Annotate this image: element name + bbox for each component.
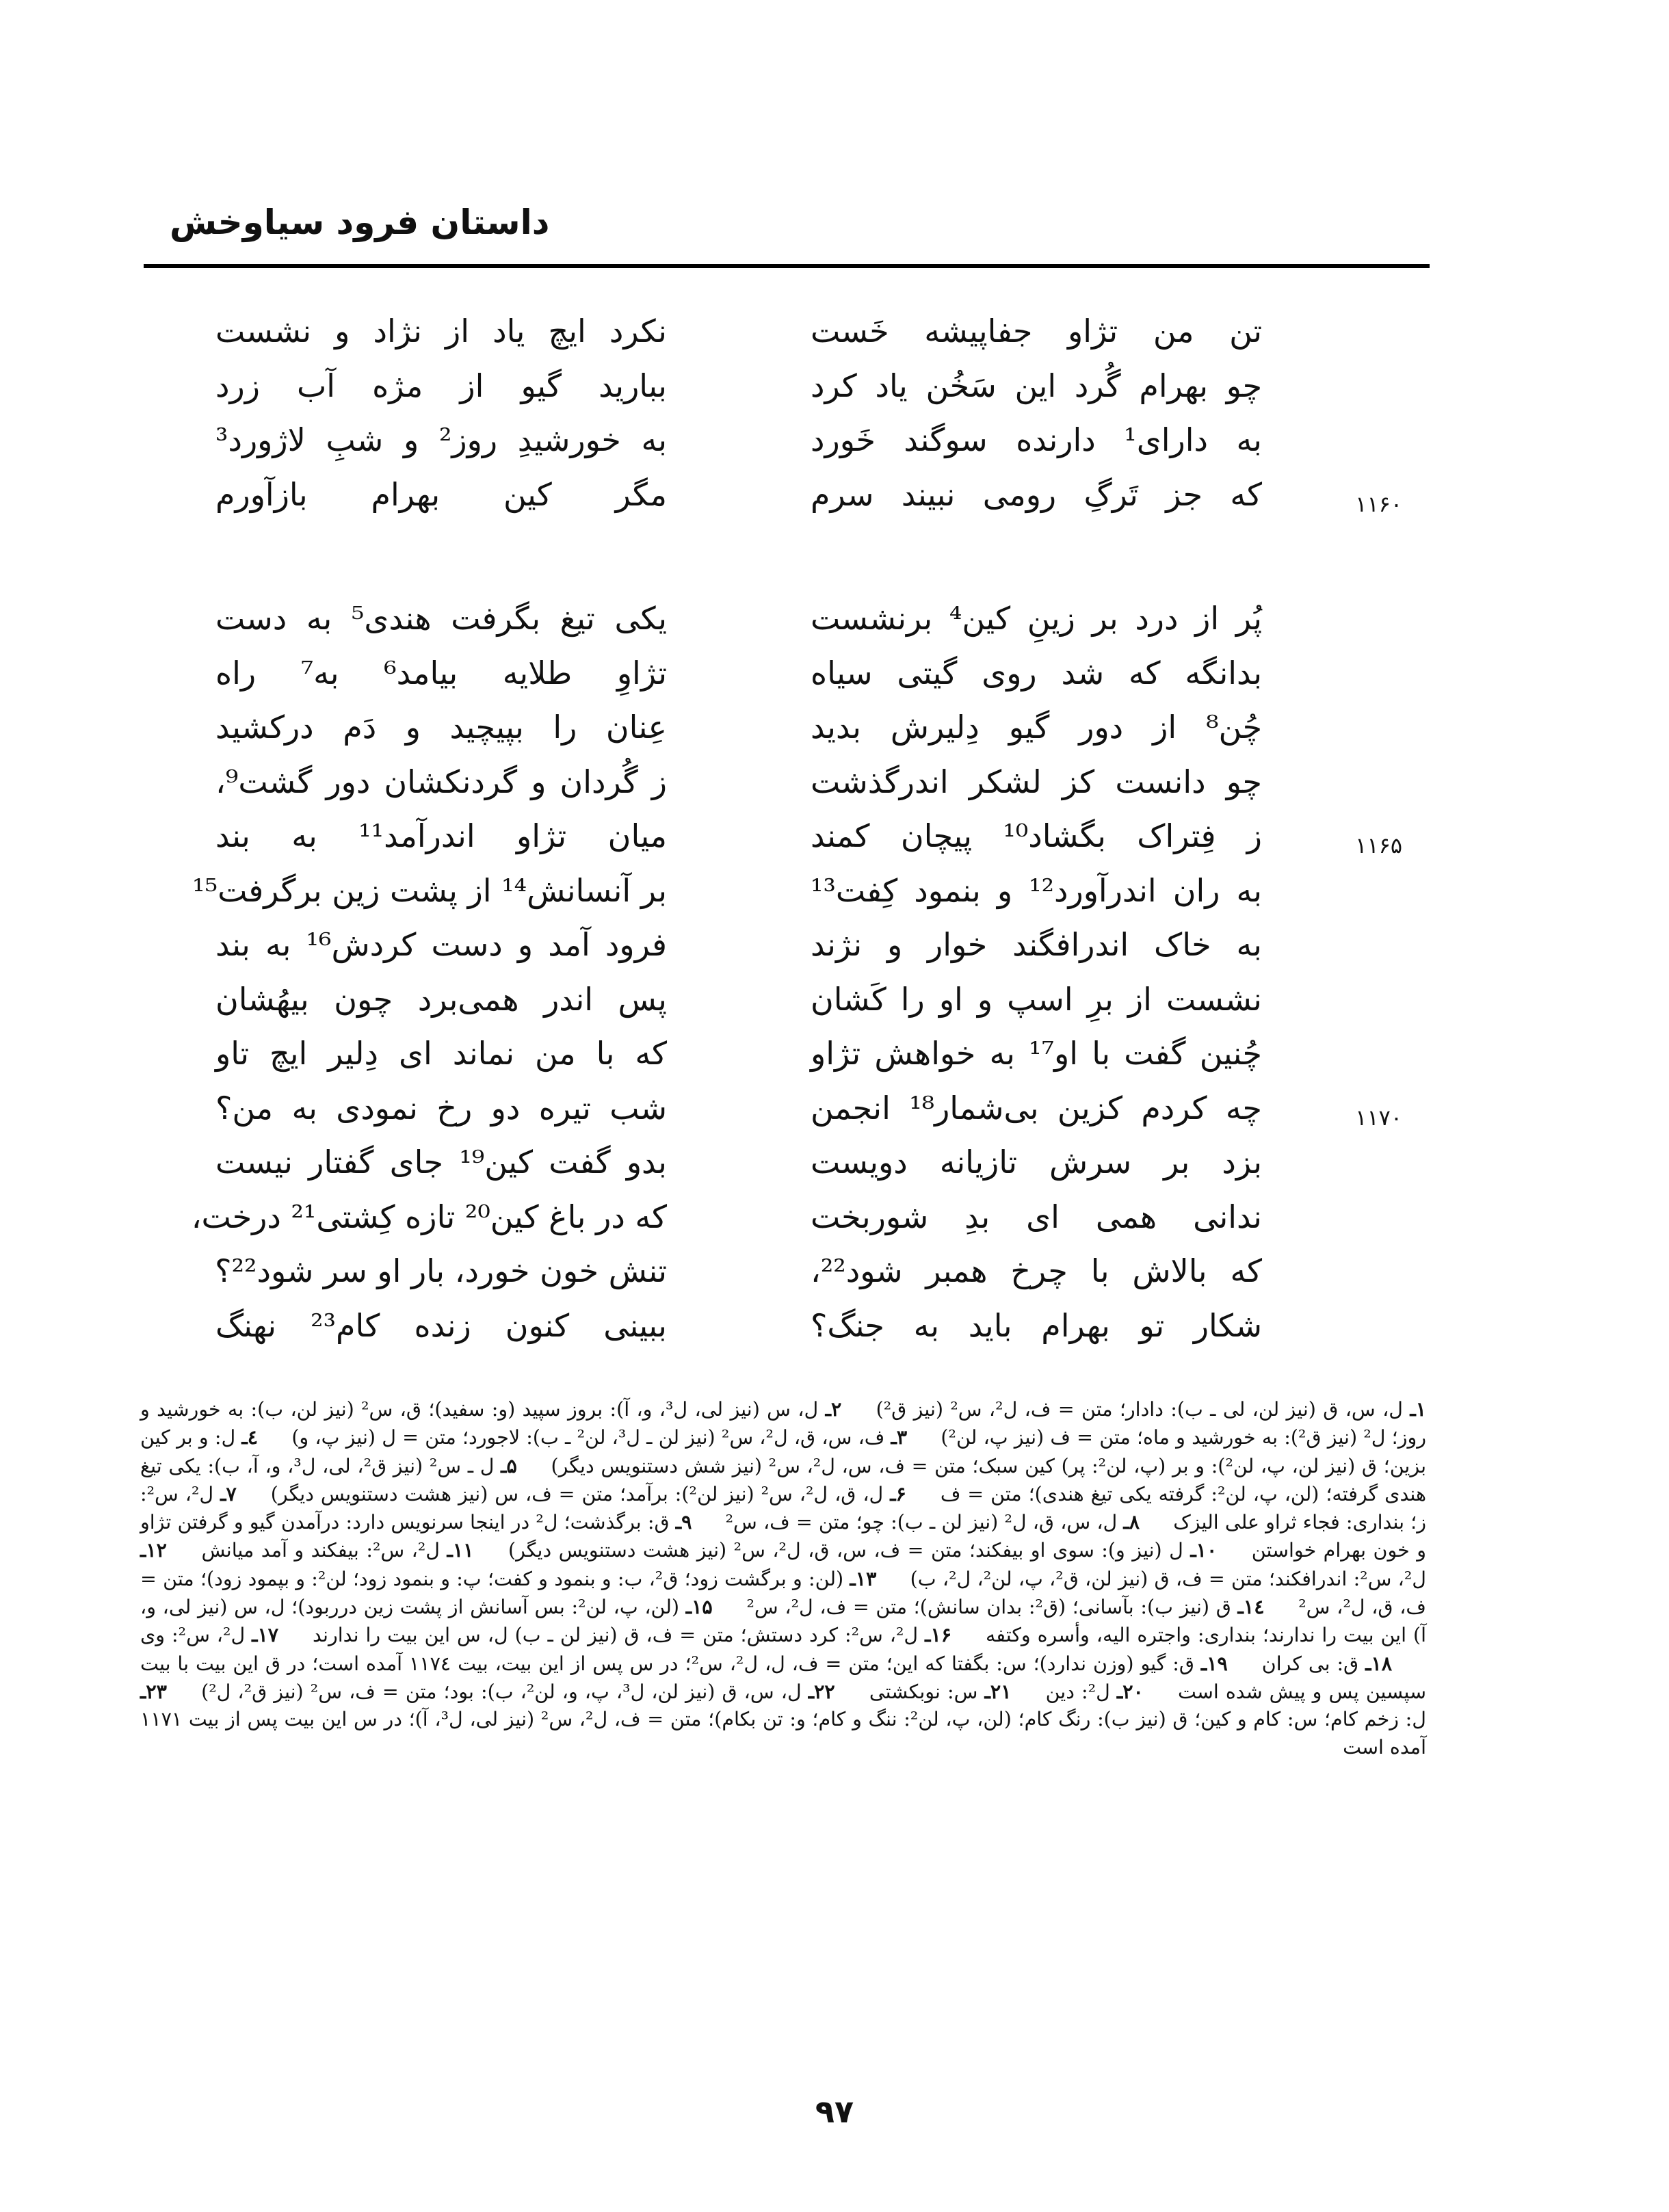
hemistich-second: بدو گفت کین¹⁹ جای گفتار نیست — [215, 1144, 667, 1181]
footnote-23: ۲۳ـ ل: زخم کام؛ س: کام و کین؛ ق (نیز ب): رنگ کام؛ (لن، پ، لن²: ننگ و کام؛ و: تن بکام)؛ متن = ف، ل²، س² (نیز لی، ل³، آ)؛ در س این بیت پس از بیت ۱۱۷۱ آمده است — [140, 1679, 1426, 1759]
footnote-5: ۵ـ ل ـ س² (نیز ق²، لی، ل³، و، آ، ب): یکی تیغ هندی گرفته؛ (لن، پ، لن²: گرفته یکی تیغ هندی)؛ متن = ف — [140, 1453, 1427, 1505]
verse — [205, 755, 1354, 810]
verse — [192, 864, 1354, 919]
verse — [205, 646, 1354, 701]
stanza-2 — [191, 592, 1402, 1353]
footnote-4: ٤ـ ل: و بر کین بزین؛ ق (نیز لن، پ، لن²): و بر (پ، لن²: پر) کین سبک؛ متن = ف، س، ل²، س² (نیز شش دستنویس دیگر) — [140, 1425, 1426, 1477]
verse — [205, 1299, 1354, 1354]
footnote-17: ۱۷ـ ل²، س²: وی — [140, 1623, 279, 1647]
hemistich-first: تن من تژاو جفاپیشه خَست — [811, 313, 1262, 350]
footnotes — [140, 1395, 1426, 1761]
hemistich-second: شب تیره دو رخ نمودی به من؟ — [215, 1089, 667, 1127]
hemistich-first: به خاک اندرافگند خوار و نژند — [811, 926, 1262, 963]
verse — [205, 1081, 1402, 1136]
verse — [205, 359, 1354, 414]
hemistich-first: چُنین گفت با او¹⁷ به خواهش تژاو — [811, 1035, 1262, 1072]
footnote-12: ۱۲ـ ل²، س²: اندرافکند؛ متن = ف، ق (نیز لن، ق²، پ، لن²، ل²، ب) — [140, 1538, 1427, 1590]
verse — [205, 700, 1354, 755]
verse — [205, 1244, 1354, 1299]
verse-number: ۱۱۶۵ — [1355, 832, 1402, 858]
verse — [205, 1027, 1354, 1081]
footnote-7: ۷ـ ل²، س²: ز؛ بنداری: فجاء ثراو علی الیزک — [140, 1482, 1426, 1534]
hemistich-first: به دارای¹ دارنده سوگند خَورد — [811, 421, 1262, 458]
hemistich-second: بر آنسانش¹⁴ از پشت زین برگرفت¹⁵ — [192, 871, 667, 909]
footnote-9: ۹ـ ق: برگذشت؛ ل² در اینجا سرنویس دارد: درآمدن گیو و گرفتن تژاو و خون بهرام خواستن — [140, 1510, 1427, 1562]
hemistich-second: یکی تیغ بگرفت هندی⁵ به دست — [215, 600, 667, 637]
stanza-1 — [205, 304, 1402, 522]
hemistich-first: چو دانست کز لشکر اندرگذشت — [811, 763, 1262, 800]
verse-number: ۱۱۶۰ — [1355, 490, 1402, 517]
hemistich-first: بدانگه که شد روی گیتی سیاه — [811, 654, 1262, 692]
hemistich-second: فرود آمد و دست کردش¹⁶ به بند — [215, 926, 667, 963]
hemistich-second: عِنان را بپیچید و دَم درکشید — [215, 709, 667, 746]
verse — [205, 1135, 1354, 1190]
verse — [205, 918, 1354, 973]
footnote-3: ۳ـ ف، س، ق، ل²، س² (نیز لن ـ ل³، لن² ـ ب): لاجورد؛ متن = ل (نیز پ، و) — [291, 1425, 908, 1449]
verse — [205, 973, 1354, 1027]
footnote-22: ۲۲ـ ل، س، ق (نیز لن، ل³، پ، و، لن²، ب): بود؛ متن = ف، س² (نیز ق²، ل²) — [201, 1679, 835, 1703]
hemistich-second: ز گُردان و گردنکشان دور گشت⁹، — [215, 763, 667, 800]
hemistich-second: ببینی کنون زنده کام²³ نهنگ — [215, 1306, 667, 1344]
verse-number: ۱۱۷۰ — [1355, 1104, 1402, 1131]
running-title: داستان فرود سیاوخش — [170, 202, 550, 242]
hemistich-first: شکار تو بهرام باید به جنگ؟ — [811, 1306, 1262, 1344]
verse — [191, 1190, 1354, 1245]
footnote-18: ۱۸ـ ق: بی کران — [1261, 1651, 1393, 1675]
footnote-8: ۸ـ ل، س، ق، ل² (نیز لن ـ ب): چو؛ متن = ف، س² — [725, 1510, 1140, 1534]
hemistich-first: که بالاش با چرخ همبر شود²²، — [811, 1252, 1262, 1289]
footnote-14: ۱٤ـ ق (نیز ب): بآسانی؛ (ق²: بدان سانش)؛ متن = ف، ل²، س² — [746, 1595, 1265, 1619]
footnote-15: ۱۵ـ (لن، پ، لن²: بس آسانش از پشت زین درربود)؛ ل، س (نیز لی، و، آ) این بیت را ندارند؛ بنداری: واجتره الیه، وأسره وکتفه — [140, 1595, 1426, 1647]
hemistich-second: مگر کین بهرام بازآورم — [215, 475, 667, 513]
hemistich-first: پُر از درد بر زینِ کین⁴ برنشست — [811, 600, 1262, 637]
hemistich-first: ز فِتراک بگشاد¹⁰ پیچان کمند — [811, 817, 1263, 854]
hemistich-first: ندانی همی ای بدِ شوربخت — [811, 1198, 1262, 1235]
hemistich-second: ببارید گیو از مژه آب زرد — [215, 367, 667, 404]
hemistich-second: پس اندر همی‌برد چون بیهُشان — [215, 980, 667, 1018]
verse — [205, 468, 1402, 523]
hemistich-first: به ران اندرآورد¹² و بنمود کِفت¹³ — [811, 871, 1262, 909]
hemistich-second: که در باغ کین²⁰ تازه کِشتی²¹ درخت، — [191, 1198, 667, 1235]
hemistich-second: میان تژاو اندرآمد¹¹ به بند — [215, 817, 667, 854]
hemistich-first: چو بهرام گُرد این سَخُن یاد کرد — [811, 367, 1262, 404]
hemistich-first: که جز تَرگِ رومی نبیند سرم — [811, 475, 1262, 513]
footnote-11: ۱۱ـ ل²، س²: بیفکند و آمد میانش — [201, 1538, 474, 1562]
hemistich-second: به خورشیدِ روز² و شبِ لاژورد³ — [215, 421, 667, 458]
hemistich-second: که با من نماند ای دِلیر ایچ تاو — [215, 1035, 667, 1072]
header-rule — [144, 264, 1430, 268]
page-number: ۹۷ — [815, 2093, 854, 2130]
verse — [205, 413, 1354, 468]
footnote-13: ۱۳ـ (لن: و برگشت زود؛ ق²، ب: و بنمود و کفت؛ پ: و بنمود زود؛ لن²: و بپمود زود)؛ متن = ف، ق، ل²، س² — [140, 1566, 1426, 1619]
footnote-2: ۲ـ ل، س (نیز لی، ل³، و، آ): بروز سپید (و: سفید)؛ ق، س² (نیز لن، ب): به خورشید و روز؛ ل² (نیز ق²): به خورشید و ماه؛ متن = ف (نیز پ، لن²) — [140, 1397, 1427, 1449]
footnote-19: ۱۹ـ ق: گیو (وزن ندارد)؛ س: بگفتا که این؛ متن = ف، ل، ل²، س²؛ در س پس از این بیت، بیت ۱۱۷٤ آمده است؛ در ق این بیت با بیت سپسین پس و پیش شده است — [140, 1651, 1427, 1703]
footnote-10: ۱۰ـ ل (نیز و): سوی او بیفکند؛ متن = ف، س، ق، ل²، س² (نیز هشت دستنویس دیگر) — [508, 1538, 1218, 1562]
verse — [205, 809, 1402, 864]
footnote-20: ۲۰ـ ل²: دین — [1045, 1679, 1144, 1703]
verse — [205, 592, 1354, 646]
hemistich-second: تنش خون خورد، بار او سر شود²²؟ — [215, 1252, 667, 1289]
hemistich-first: چُن⁸ از دور گیو دِلیرش بدید — [811, 709, 1262, 746]
verse — [205, 304, 1354, 359]
footnote-21: ۲۱ـ س: نوبکشتی — [869, 1679, 1012, 1703]
hemistich-second: تژاوِ طلایه بیامد⁶ به⁷ راه — [215, 654, 668, 692]
hemistich-first: نشست از برِ اسپ و او را کَشان — [811, 980, 1262, 1018]
footnote-6: ۶ـ ل، ق، ل²، س² (نیز لن²): برآمد؛ متن = ف، س (نیز هشت دستنویس دیگر) — [270, 1482, 906, 1505]
hemistich-second: نکرد ایچ یاد از نژاد و نشست — [215, 313, 667, 350]
footnote-1: ۱ـ ل، س، ق (نیز لن، لی ـ ب): دادار؛ متن = ف، ل²، س² (نیز ق²) — [876, 1397, 1427, 1421]
hemistich-first: چه کردم کزین بی‌شمار¹⁸ انجمن — [811, 1089, 1262, 1127]
footnote-16: ۱۶ـ ل²، س²: کرد دستش؛ متن = ف، ق (نیز لن ـ ب) ل، س این بیت را ندارند — [313, 1623, 952, 1647]
hemistich-first: بزد بر سرش تازیانه دویست — [811, 1144, 1262, 1181]
